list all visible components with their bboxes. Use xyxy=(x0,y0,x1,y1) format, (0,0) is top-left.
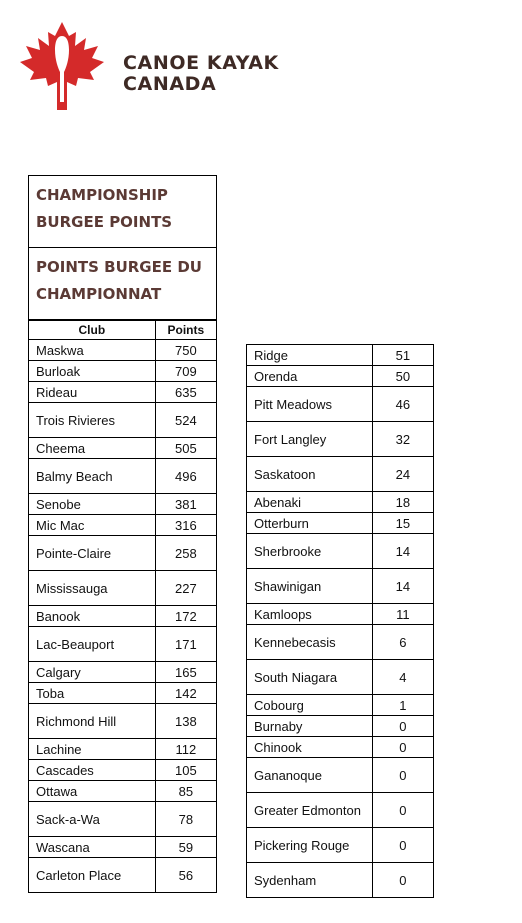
club-name: Burnaby xyxy=(247,716,373,737)
table-row xyxy=(247,793,434,828)
club-points: 14 xyxy=(372,569,433,604)
club-points: 15 xyxy=(372,513,433,534)
club-name: Senobe xyxy=(29,494,156,515)
table-row xyxy=(29,571,217,606)
heading-french: POINTS BURGEE DU CHAMPIONNAT xyxy=(36,258,202,303)
club-points: 59 xyxy=(155,837,216,858)
club-points: 172 xyxy=(155,606,216,627)
club-name: Cascades xyxy=(29,760,156,781)
table-row xyxy=(247,492,434,513)
club-points: 6 xyxy=(372,625,433,660)
club-name: Maskwa xyxy=(29,340,156,361)
club-name: Kennebecasis xyxy=(247,625,373,660)
club-points: 0 xyxy=(372,716,433,737)
club-name: Lac-Beauport xyxy=(29,627,156,662)
table-row xyxy=(247,534,434,569)
heading-box xyxy=(28,175,217,320)
club-name: Calgary xyxy=(29,662,156,683)
table-row xyxy=(29,459,217,494)
club-name: Trois Rivieres xyxy=(29,403,156,438)
club-name: Mic Mac xyxy=(29,515,156,536)
table-row xyxy=(247,737,434,758)
club-name: Pickering Rouge xyxy=(247,828,373,863)
club-points: 505 xyxy=(155,438,216,459)
table-row xyxy=(29,494,217,515)
club-name: Pointe-Claire xyxy=(29,536,156,571)
club-name: Abenaki xyxy=(247,492,373,513)
table-row xyxy=(247,387,434,422)
table-row xyxy=(247,457,434,492)
club-name: Balmy Beach xyxy=(29,459,156,494)
club-name: Ridge xyxy=(247,345,373,366)
club-name: Sydenham xyxy=(247,863,373,898)
club-points: 316 xyxy=(155,515,216,536)
club-points: 85 xyxy=(155,781,216,802)
club-points: 18 xyxy=(372,492,433,513)
table-row xyxy=(247,569,434,604)
points-column-header: Points xyxy=(155,321,216,340)
table-row xyxy=(29,704,217,739)
table-row xyxy=(29,802,217,837)
table-row xyxy=(29,438,217,459)
club-points: 635 xyxy=(155,382,216,403)
club-points: 78 xyxy=(155,802,216,837)
club-column-header: Club xyxy=(29,321,156,340)
club-name: Kamloops xyxy=(247,604,373,625)
heading-english: CHAMPIONSHIP BURGEE POINTS xyxy=(29,176,216,248)
club-points: 112 xyxy=(155,739,216,760)
table-row xyxy=(247,695,434,716)
club-name: Ottawa xyxy=(29,781,156,802)
table-row xyxy=(247,345,434,366)
table-row xyxy=(247,716,434,737)
club-points: 171 xyxy=(155,627,216,662)
table-row xyxy=(247,513,434,534)
club-name: Greater Edmonton xyxy=(247,793,373,828)
table-row xyxy=(247,828,434,863)
club-points: 14 xyxy=(372,534,433,569)
club-points: 750 xyxy=(155,340,216,361)
club-name: Sack-a-Wa xyxy=(29,802,156,837)
table-row xyxy=(29,361,217,382)
club-name: Lachine xyxy=(29,739,156,760)
club-points: 227 xyxy=(155,571,216,606)
club-name: South Niagara xyxy=(247,660,373,695)
club-points: 4 xyxy=(372,660,433,695)
table-row xyxy=(29,382,217,403)
club-name: Wascana xyxy=(29,837,156,858)
brand-line-1: CANOE KAYAK xyxy=(123,52,279,74)
club-points: 496 xyxy=(155,459,216,494)
table-row xyxy=(29,340,217,361)
club-name: Gananoque xyxy=(247,758,373,793)
club-points: 142 xyxy=(155,683,216,704)
table-row xyxy=(29,683,217,704)
club-name: Pitt Meadows xyxy=(247,387,373,422)
points-table-right xyxy=(246,344,434,898)
club-name: Burloak xyxy=(29,361,156,382)
table-row xyxy=(29,515,217,536)
table-row xyxy=(29,627,217,662)
club-points: 0 xyxy=(372,793,433,828)
maple-leaf-paddle-logo xyxy=(20,22,104,110)
club-points: 0 xyxy=(372,758,433,793)
club-points: 56 xyxy=(155,858,216,893)
club-points: 258 xyxy=(155,536,216,571)
club-name: Rideau xyxy=(29,382,156,403)
table-row xyxy=(29,662,217,683)
club-points: 381 xyxy=(155,494,216,515)
club-name: Toba xyxy=(29,683,156,704)
brand-line-2: CANADA xyxy=(123,73,217,95)
club-points: 709 xyxy=(155,361,216,382)
table-row xyxy=(247,366,434,387)
club-name: Cobourg xyxy=(247,695,373,716)
club-name: Carleton Place xyxy=(29,858,156,893)
club-points: 0 xyxy=(372,737,433,758)
club-name: Otterburn xyxy=(247,513,373,534)
table-row xyxy=(29,403,217,438)
table-row xyxy=(29,536,217,571)
club-name: Shawinigan xyxy=(247,569,373,604)
club-points: 0 xyxy=(372,828,433,863)
club-points: 24 xyxy=(372,457,433,492)
table-row xyxy=(29,739,217,760)
club-points: 165 xyxy=(155,662,216,683)
table-row xyxy=(29,781,217,802)
table-row xyxy=(29,858,217,893)
club-name: Sherbrooke xyxy=(247,534,373,569)
club-points: 50 xyxy=(372,366,433,387)
club-points: 524 xyxy=(155,403,216,438)
table-row xyxy=(247,604,434,625)
club-name: Richmond Hill xyxy=(29,704,156,739)
table-row xyxy=(29,760,217,781)
table-row xyxy=(29,837,217,858)
club-points: 0 xyxy=(372,863,433,898)
club-points: 46 xyxy=(372,387,433,422)
club-points: 138 xyxy=(155,704,216,739)
brand-wordmark xyxy=(123,53,279,95)
club-name: Cheema xyxy=(29,438,156,459)
club-name: Mississauga xyxy=(29,571,156,606)
table-row xyxy=(247,758,434,793)
club-points: 32 xyxy=(372,422,433,457)
table-row xyxy=(247,660,434,695)
club-name: Saskatoon xyxy=(247,457,373,492)
table-header-row xyxy=(29,321,217,340)
club-name: Fort Langley xyxy=(247,422,373,457)
club-points: 1 xyxy=(372,695,433,716)
table-row xyxy=(247,863,434,898)
table-row xyxy=(247,625,434,660)
club-points: 11 xyxy=(372,604,433,625)
club-name: Chinook xyxy=(247,737,373,758)
club-name: Banook xyxy=(29,606,156,627)
table-row xyxy=(247,422,434,457)
points-table-left xyxy=(28,320,217,893)
club-name: Orenda xyxy=(247,366,373,387)
club-points: 51 xyxy=(372,345,433,366)
club-points: 105 xyxy=(155,760,216,781)
table-row xyxy=(29,606,217,627)
